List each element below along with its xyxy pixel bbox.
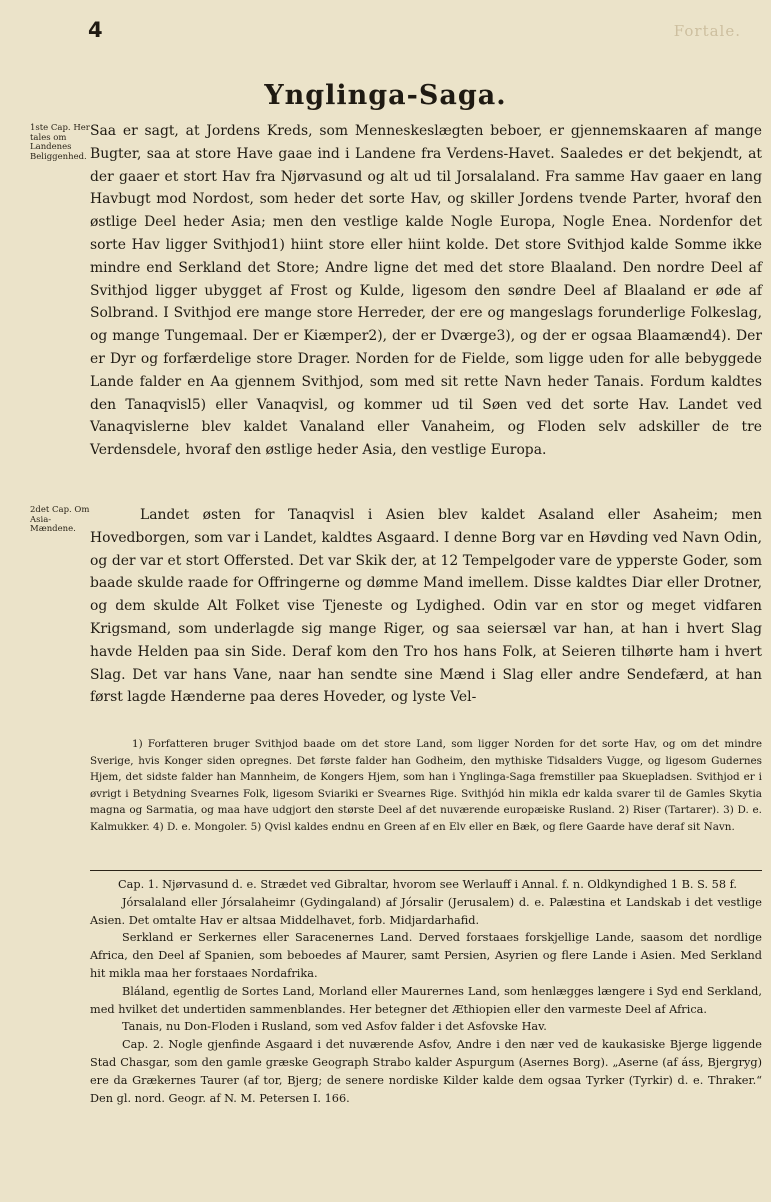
margin-note-chapter-2: 2det Cap. Om Asia-Mændene. (30, 505, 90, 534)
chapter-2-body (90, 504, 762, 709)
margin-note-chapter-1: 1ste Cap. Her tales om Landenes Beliggenhed. (30, 123, 90, 162)
footnotes (90, 736, 762, 836)
page-number: 4 (88, 18, 103, 42)
editorial-note: Jórsalaland eller Jórsalaheimr (Gydingaland) af Jórsalir (Jerusalem) d. e. Palæstina et Landskab i det vestlige Asien. Det omtalte Hav er altsaa Middelhavet, forb. Midjardarhafid. (90, 895, 762, 927)
editorial-note: Cap. 1. Njørvasund d. e. Strædet ved Gibraltar, hvorom see Werlauff i Annal. f. n. Oldkyndighed 1 B. S. 58 f. (118, 878, 737, 891)
editorial-note: Serkland er Serkernes eller Saracenernes Land. Derved forstaaes forskjellige Lande, saasom det nordlige Africa, den Deel af Spanien, som beboedes af Maurer, samt Persien, Asyrien og flere Lande i Asien. Med Serkland hit mikla maa her forstaaes Nordafrika. (90, 931, 762, 980)
chapter-2-paragraph: Landet østen for Tanaqvisl i Asien blev kaldet Asaland eller Asaheim; men Hovedborgen, som var i Landet, kaldtes Asgaard. I denne Borg var en Høvding ved Navn Odin, og der var et stort Offersted. Det var Skik der, at 12 Tempelgoder vare de ypperste Goder, som baade skulde raade for Offringerne og dømme Mand imellem. Disse kaldtes Diar eller Drotner, og dem skulde Alt Folket vise Tjeneste og Lydighed. Odin var en stor og meget vidfaren Krigsmand, som underlagde sig mange Riger, og saa seiersæl var han, at han i hvert Slag havde Helden paa sin Side. Deraf kom den Tro hos hans Folk, at Seieren tilhørte ham i hvert Slag. Det var hans Vane, naar han sendte sine Mænd i Slag eller andre Sendefærd, at han først lagde Hænderne paa deres Hoveder, og lyste Vel- (90, 507, 762, 706)
chapter-1-body (90, 120, 762, 462)
editorial-note: Tanais, nu Don-Floden i Rusland, som ved Asfov falder i det Asfovske Hav. (122, 1020, 547, 1034)
editorial-note: Cap. 2. Nogle gjenfinde Asgaard i det nuværende Asfov, Andre i den nær ved de kaukasiske Bjerge liggende Stad Chasgar, som den gamle græske Geograph Strabo kalder Aspurgum (Asernes Borg). „Aserne (af áss, Bjergryg) ere da Grækernes Taurer (af tor, Bjerg; de senere nordiske Kilder kalde dem ogsaa Tyrker (Tyrkir) d. e. Thraker.“ Den gl. nord. Geogr. af N. M. Petersen I. 166. (90, 1038, 762, 1105)
bleed-through-header: Fortale. (673, 22, 741, 40)
divider-rule (90, 870, 762, 871)
editorial-note: Bláland, egentlig de Sortes Land, Morland eller Maurernes Land, som henlægges længere i Syd end Serkland, med hvilket det undertiden sammenblandes. Her betegner det Æthiopien eller den varmeste Deel af Africa. (90, 984, 762, 1016)
footnote-text: 1) Forfatteren bruger Svithjod baade om det store Land, som ligger Norden for det sorte Hav, og om det mindre Sverige, hvis Konger siden opregnes. Det første falder han Godheim, den mythiske Tidsalders Vugge, og ligesom Gudernes Hjem, det sidste falder han Mannheim, de Kongers Hjem, som han i Ynglinga-Saga fremstiller paa Skuepladsen. Svithjod er i øvrigt i Betydning Svearnes Folk, ligesom Sviariki er Svearnes Rige. Svithjód hin mikla edr kalda svarer til de Gamles Skytia magna og Sarmatia, og maa have udgjort den største Deel af det nuværende europæiske Rusland. 2) Riser (Tartarer). 3) D. e. Kalmukker. 4) D. e. Mongoler. 5) Qvisl kaldes endnu en Green af en Elv eller en Bæk, og flere Gaarde have deraf sit Navn. (90, 738, 762, 833)
editorial-notes (90, 876, 762, 1107)
page-title: Ynglinga-Saga. (264, 80, 507, 111)
chapter-1-paragraph: Saa er sagt, at Jordens Kreds, som Menneskeslægten beboer, er gjennemskaaren af mange Bugter, saa at store Have gaae ind i Landene fra Verdens-Havet. Saaledes er det bekjendt, at der gaaer et stort Hav fra Njørvasund og alt ud til Jorsalaland. Fra samme Hav gaaer en lang Havbugt mod Nordost, som heder det sorte Hav, og skiller Jordens tvende Parter, hvoraf den østlige Deel heder Asia; men den vestlige kalde Nogle Europa, Nogle Enea. Nordenfor det sorte Hav ligger Svithjod1) hiint store eller hiint kolde. Det store Svithjod kalde Somme ikke mindre end Serkland det Store; Andre ligne det med det store Blaaland. Den nordre Deel af Svithjod ligger ubygget af Frost og Kulde, ligesom den søndre Deel af Blaaland er øde af Solbrand. I Svithjod ere mange store Herreder, der ere og mangeslags forunderlige Folkeslag, og mange Tungemaal. Der er Kiæmper2), der er Dværge3), og der er ogsaa Blaamænd4). Der er Dyr og forfærdelige store Drager. Norden for de Fielde, som ligge uden for alle bebyggede Lande falder en Aa gjennem Svithjod, som med sit rette Navn heder Tanais. Fordum kaldtes den Tanaqvisl5) eller Vanaqvisl, og kommer ud til Søen ved det sorte Hav. Landet ved Vanaqvislerne blev kaldet Vanaland eller Vanaheim, og Floden selv adskiller de tre Verdensdele, hvoraf den østlige heder Asia, den vestlige Europa. (90, 123, 762, 459)
